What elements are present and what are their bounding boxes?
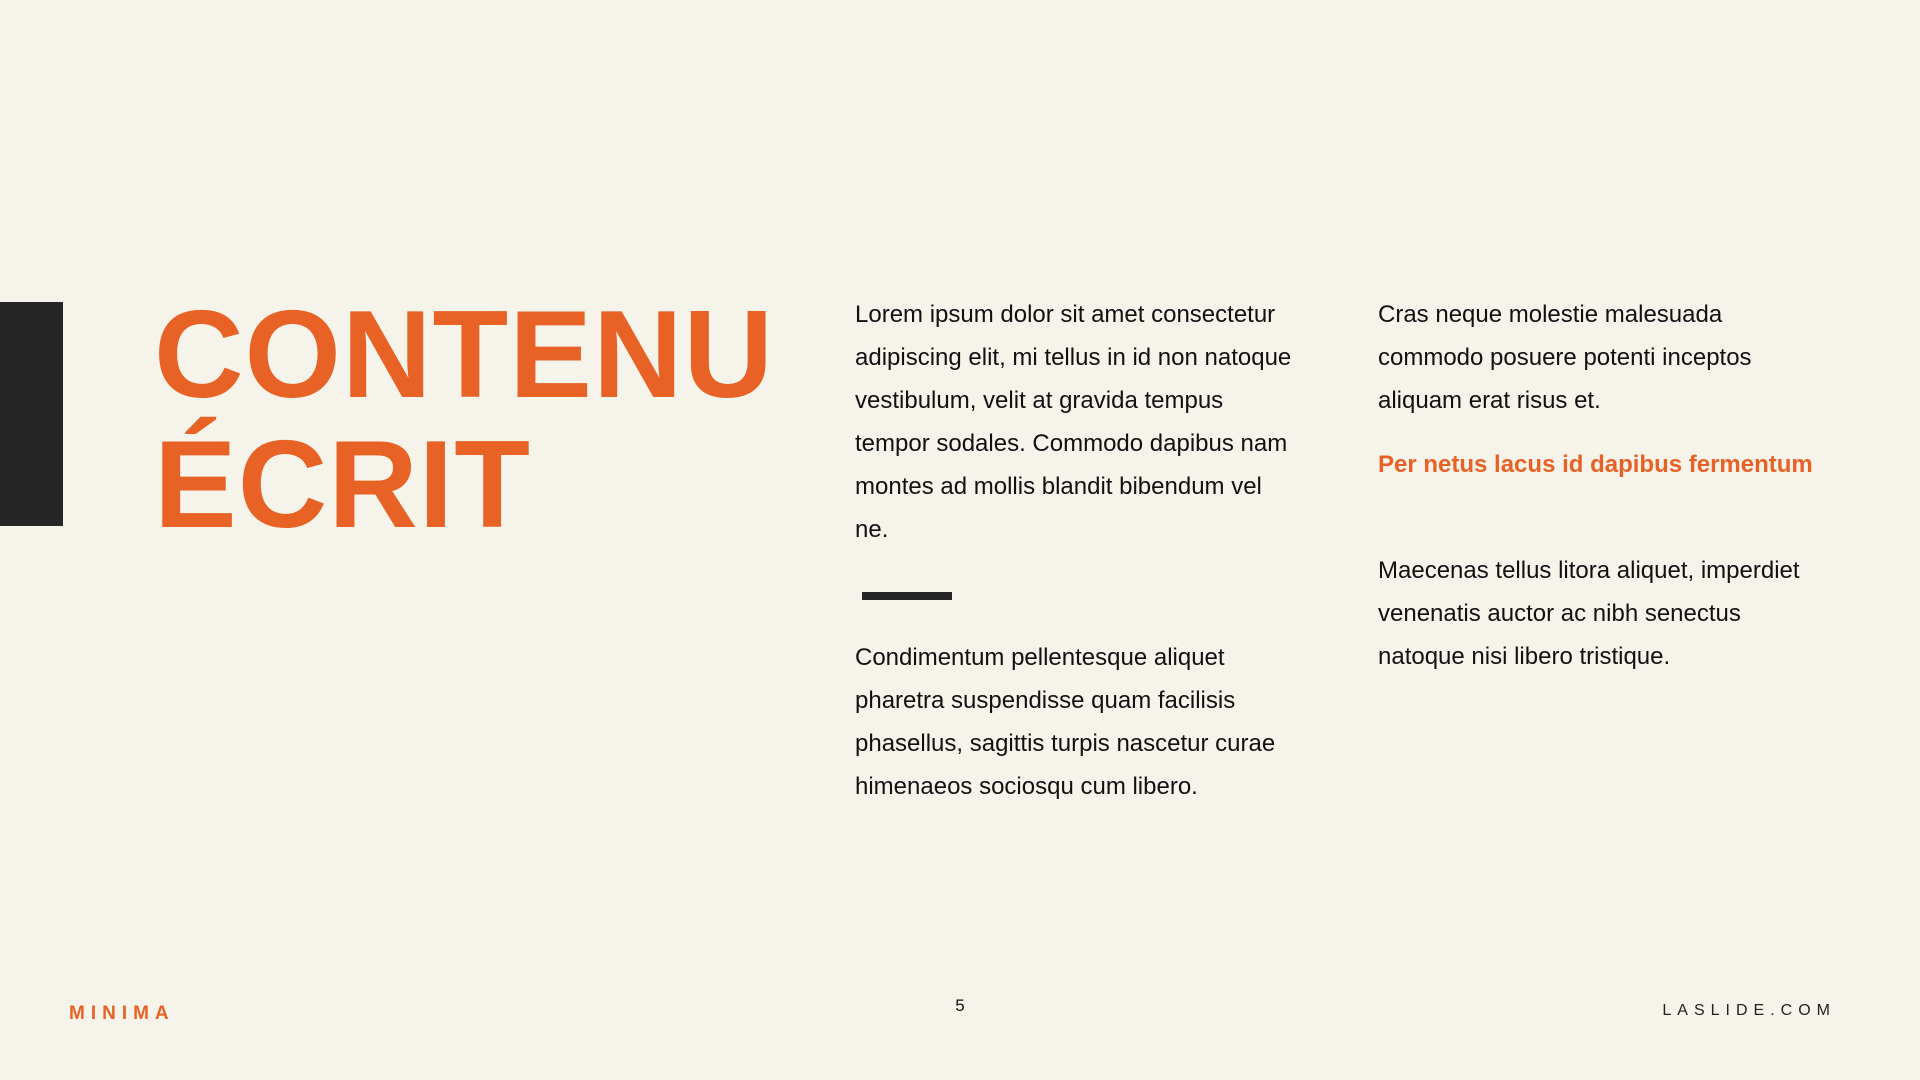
column1-paragraph2: Condimentum pellentesque aliquet pharetra suspendisse quam facilisis phasellus, sagittis turpis nascetur curae himenaeos sociosqu cum libero. (855, 644, 1276, 800)
column2-highlight: Per netus lacus id dapibus fermentum (1378, 451, 1813, 478)
footer-site: LASLIDE.COM (1662, 1002, 1836, 1019)
page-number: 5 (955, 996, 965, 1015)
column2-paragraph2: Maecenas tellus litora aliquet, imperdiet venenatis auctor ac nibh senectus natoque nisi libero tristique. (1378, 557, 1800, 670)
column2-paragraph1: Cras neque molestie malesuada commodo posuere potenti inceptos aliquam erat risus et. (1378, 301, 1752, 414)
section-divider (862, 592, 952, 600)
title-line-2: ÉCRIT (154, 416, 531, 554)
accent-bar (0, 302, 63, 526)
slide-title (154, 286, 775, 554)
title-line-1: CONTENU (154, 286, 775, 424)
footer-brand: MINIMA (69, 1003, 175, 1024)
column1-paragraph1: Lorem ipsum dolor sit amet consectetur adipiscing elit, mi tellus in id non natoque vestibulum, velit at gravida tempus tempor sodales. Commodo dapibus nam montes ad mollis blandit bibendum vel ne. (855, 301, 1292, 543)
